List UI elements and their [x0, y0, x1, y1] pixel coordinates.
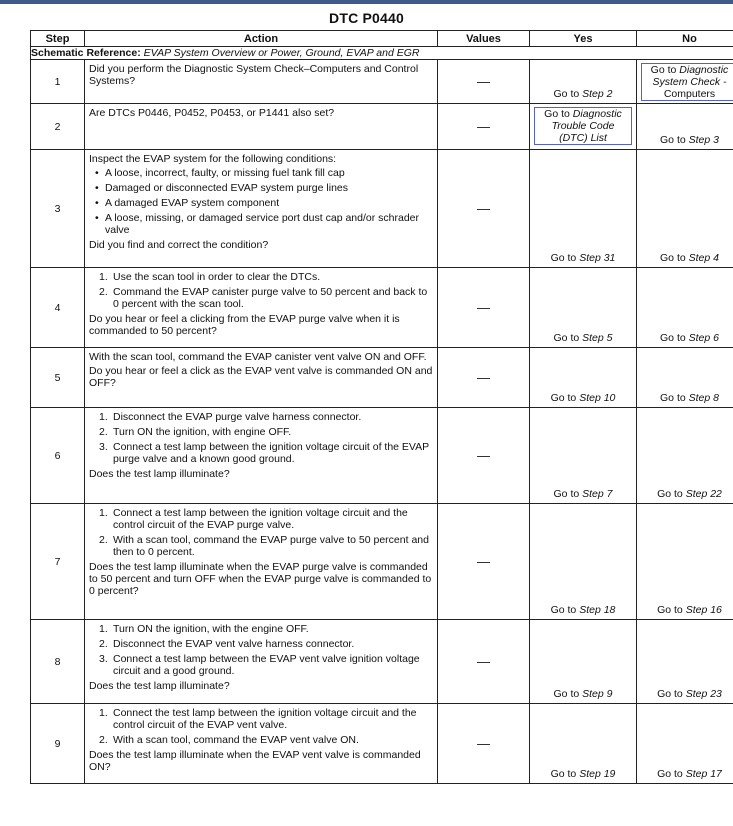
goto-link: Diagnostic Trouble Code (DTC) List — [551, 108, 622, 144]
step-item-number: 2. — [99, 638, 108, 650]
action-cell — [85, 150, 438, 268]
yes-cell — [530, 60, 637, 104]
no-cell — [637, 504, 733, 620]
schematic-reference-text: EVAP System Overview or Power, Ground, EVAP and EGR — [143, 47, 420, 59]
yes-goto[interactable] — [530, 768, 636, 780]
goto-prefix: Go to — [550, 604, 577, 616]
no-goto[interactable] — [637, 488, 733, 500]
table-row — [31, 620, 733, 704]
values-cell: — — [438, 104, 530, 150]
step-item-number: 2. — [99, 734, 108, 746]
goto-prefix: Go to — [660, 252, 686, 264]
no-cell — [637, 620, 733, 704]
values-cell: — — [438, 620, 530, 704]
step-number: 4 — [31, 268, 85, 348]
no-goto[interactable] — [637, 768, 733, 780]
step-item-text: Turn ON the ignition, with engine OFF. — [113, 426, 292, 438]
no-goto[interactable] — [637, 134, 733, 146]
action-cell — [85, 620, 438, 704]
action-step-list — [89, 507, 433, 558]
header-yes: Yes — [530, 31, 637, 47]
step-item — [99, 271, 433, 283]
goto-prefix: Go to — [660, 392, 686, 404]
goto-prefix: Go to — [553, 332, 580, 344]
step-item-text: Connect a test lamp between the ignition voltage circuit of the EVAP purge valve and a known good ground. — [113, 441, 429, 465]
step-item — [99, 426, 433, 438]
no-goto[interactable] — [637, 604, 733, 616]
step-item — [99, 653, 433, 677]
step-item-number: 1. — [99, 507, 108, 519]
step-item — [99, 638, 433, 650]
header-no: No — [637, 31, 733, 47]
bullet-item: • A damaged EVAP system component — [105, 197, 433, 209]
action-cell — [85, 408, 438, 504]
action-intro: With the scan tool, command the EVAP canister vent valve ON and OFF. — [89, 351, 427, 363]
yes-cell — [530, 408, 637, 504]
values-cell: — — [438, 348, 530, 408]
action-cell — [85, 504, 438, 620]
header-action: Action — [85, 31, 438, 47]
yes-goto[interactable] — [530, 252, 636, 264]
action-question: Does the test lamp illuminate? — [89, 680, 230, 692]
goto-target: Step 2 — [582, 88, 613, 100]
header-step: Step — [31, 31, 85, 47]
step-number: 9 — [31, 704, 85, 784]
no-link-box[interactable] — [641, 63, 733, 101]
step-item-number: 1. — [99, 623, 108, 635]
action-intro: Inspect the EVAP system for the following conditions: — [89, 153, 337, 165]
goto-prefix: Go to — [660, 134, 686, 146]
step-item-text: Command the EVAP canister purge valve to 50 percent and back to 0 percent with the scan tool. — [113, 286, 428, 310]
header-values: Values — [438, 31, 530, 47]
yes-goto[interactable] — [530, 604, 636, 616]
step-item-text: Disconnect the EVAP purge valve harness connector. — [113, 411, 362, 423]
step-item — [99, 441, 433, 465]
goto-target: Step 18 — [579, 604, 616, 616]
action-question: Did you find and correct the condition? — [89, 239, 269, 251]
step-number: 7 — [31, 504, 85, 620]
goto-target: Step 4 — [688, 252, 719, 264]
goto-prefix: Go to — [657, 488, 683, 500]
yes-cell — [530, 620, 637, 704]
goto-target: Step 17 — [685, 768, 722, 780]
table-row — [31, 704, 733, 784]
goto-target: Step 8 — [688, 392, 719, 404]
step-item-text: Connect a test lamp between the ignition voltage circuit and the control circuit of the EVAP purge valve. — [113, 507, 408, 531]
table-row — [31, 104, 733, 150]
step-item — [99, 411, 433, 423]
table-row — [31, 268, 733, 348]
goto-prefix: Go to — [550, 252, 577, 264]
step-item — [99, 707, 433, 731]
step-item — [99, 623, 433, 635]
action-intro: Did you perform the Diagnostic System Check–Computers and Control Systems? — [89, 63, 419, 87]
goto-target: Step 3 — [688, 134, 719, 146]
yes-cell — [530, 150, 637, 268]
step-number: 5 — [31, 348, 85, 408]
goto-target: Step 7 — [582, 488, 613, 500]
table-row — [31, 504, 733, 620]
table-row — [31, 408, 733, 504]
yes-goto[interactable] — [530, 332, 636, 344]
yes-goto[interactable] — [530, 392, 636, 404]
action-question: Does the test lamp illuminate when the EVAP purge valve is commanded to 50 percent and turn OFF when the EVAP purge valve is commanded to 0 percent? — [89, 561, 432, 597]
no-cell — [637, 150, 733, 268]
goto-target: Step 19 — [579, 768, 616, 780]
yes-cell — [530, 704, 637, 784]
step-item-text: With a scan tool, command the EVAP purge valve to 50 percent and then to 0 percent. — [113, 534, 429, 558]
action-cell — [85, 104, 438, 150]
step-item-text: Connect the test lamp between the ignition voltage circuit and the control circuit of the EVAP vent valve. — [113, 707, 417, 731]
table-row — [31, 150, 733, 268]
no-cell — [637, 408, 733, 504]
schematic-reference-label: Schematic Reference: — [31, 47, 141, 59]
action-cell — [85, 704, 438, 784]
yes-goto[interactable] — [530, 88, 636, 100]
action-question: Does the test lamp illuminate when the EVAP vent valve is commanded ON? — [89, 749, 421, 773]
yes-goto[interactable] — [530, 688, 636, 700]
step-item-text: Turn ON the ignition, with the engine OFF. — [113, 623, 309, 635]
step-item — [99, 286, 433, 310]
step-number: 2 — [31, 104, 85, 150]
step-item-number: 2. — [99, 426, 108, 438]
action-cell — [85, 60, 438, 104]
goto-prefix: Go to — [544, 108, 570, 120]
goto-prefix: Go to — [657, 604, 683, 616]
goto-prefix: Go to — [553, 688, 580, 700]
values-cell: — — [438, 60, 530, 104]
yes-link-box[interactable] — [534, 107, 632, 145]
goto-prefix: Go to — [550, 392, 577, 404]
action-step-list — [89, 707, 433, 746]
action-cell — [85, 268, 438, 348]
goto-prefix: Go to — [553, 88, 580, 100]
action-question: Do you hear or feel a click as the EVAP vent valve is commanded ON and OFF? — [89, 365, 433, 389]
diagnostic-table — [30, 30, 733, 784]
goto-target: Step 5 — [582, 332, 613, 344]
no-goto[interactable] — [637, 332, 733, 344]
step-number: 3 — [31, 150, 85, 268]
step-item — [99, 507, 433, 531]
step-item-text: Use the scan tool in order to clear the DTCs. — [113, 271, 321, 283]
goto-link: Diagnostic System Check - — [652, 64, 729, 88]
goto-target: Step 6 — [688, 332, 719, 344]
schematic-reference-row — [31, 47, 733, 60]
no-cell — [637, 104, 733, 150]
no-cell — [637, 60, 733, 104]
values-cell: — — [438, 704, 530, 784]
yes-cell — [530, 268, 637, 348]
bullet-item: • A loose, incorrect, faulty, or missing fuel tank fill cap — [105, 167, 433, 179]
page-title: DTC P0440 — [329, 10, 404, 26]
action-step-list — [89, 623, 433, 677]
no-goto[interactable] — [637, 688, 733, 700]
step-item — [99, 734, 433, 746]
values-cell: — — [438, 268, 530, 348]
step-item-number: 1. — [99, 707, 108, 719]
goto-target: Step 16 — [685, 604, 722, 616]
action-question: Does the test lamp illuminate? — [89, 468, 230, 480]
step-item-number: 2. — [99, 286, 108, 298]
values-cell: — — [438, 408, 530, 504]
goto-target: Step 10 — [579, 392, 616, 404]
step-item-number: 1. — [99, 411, 108, 423]
no-cell — [637, 268, 733, 348]
table-header-row — [31, 31, 733, 47]
yes-cell — [530, 104, 637, 150]
goto-prefix: Go to — [657, 768, 683, 780]
step-item — [99, 534, 433, 558]
step-number: 8 — [31, 620, 85, 704]
bullet-item: • Damaged or disconnected EVAP system purge lines — [105, 182, 433, 194]
goto-prefix: Go to — [553, 488, 580, 500]
step-number: 1 — [31, 60, 85, 104]
action-bullet-list — [89, 167, 433, 236]
goto-target: Step 22 — [685, 488, 722, 500]
goto-suffix: Computers — [663, 88, 716, 100]
values-cell: — — [438, 150, 530, 268]
goto-prefix: Go to — [660, 332, 686, 344]
no-cell — [637, 704, 733, 784]
action-cell — [85, 348, 438, 408]
bullet-item: • A loose, missing, or damaged service port dust cap and/or schrader valve — [105, 212, 433, 236]
action-step-list — [89, 271, 433, 310]
step-item-number: 1. — [99, 271, 108, 283]
table-row — [31, 60, 733, 104]
step-item-text: Connect a test lamp between the EVAP vent valve ignition voltage circuit and a good ground. — [113, 653, 420, 677]
yes-cell — [530, 348, 637, 408]
step-item-number: 2. — [99, 534, 108, 546]
yes-goto[interactable] — [530, 488, 636, 500]
step-item-number: 3. — [99, 653, 108, 665]
yes-cell — [530, 504, 637, 620]
step-number: 6 — [31, 408, 85, 504]
goto-prefix: Go to — [657, 688, 683, 700]
no-goto[interactable] — [637, 392, 733, 404]
no-cell — [637, 348, 733, 408]
top-border-bar — [0, 0, 733, 4]
values-cell: — — [438, 504, 530, 620]
action-question: Do you hear or feel a clicking from the EVAP purge valve when it is commanded to 50 percent? — [89, 313, 400, 337]
step-item-number: 3. — [99, 441, 108, 453]
goto-target: Step 31 — [579, 252, 616, 264]
goto-target: Step 9 — [582, 688, 613, 700]
action-step-list — [89, 411, 433, 465]
goto-target: Step 23 — [685, 688, 722, 700]
step-item-text: Disconnect the EVAP vent valve harness connector. — [113, 638, 355, 650]
action-intro: Are DTCs P0446, P0452, P0453, or P1441 also set? — [89, 107, 335, 119]
goto-prefix: Go to — [550, 768, 577, 780]
step-item-text: With a scan tool, command the EVAP vent valve ON. — [113, 734, 359, 746]
table-row — [31, 348, 733, 408]
no-goto[interactable] — [637, 252, 733, 264]
goto-prefix: Go to — [650, 64, 677, 76]
